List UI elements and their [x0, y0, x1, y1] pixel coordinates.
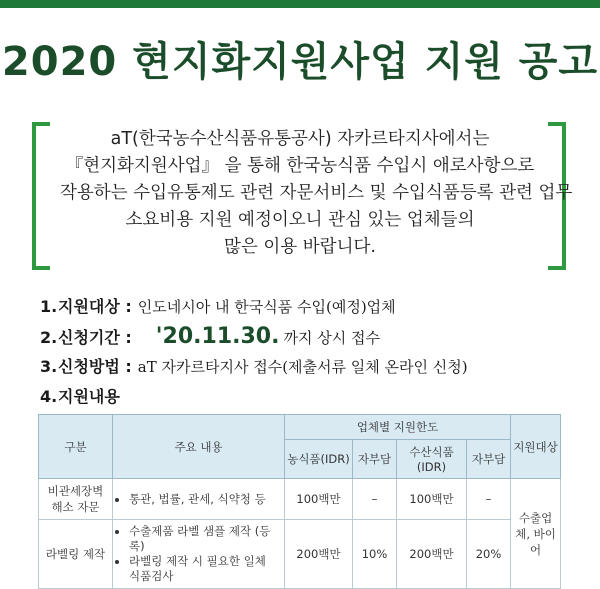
cell-agri: 100백만 [285, 479, 353, 520]
info-item-target [40, 294, 580, 324]
cell-agri: 200백만 [285, 520, 353, 589]
intro-line: 『현지화지원사업』 을 통해 한국농식품 수입시 애로사항으로 [65, 156, 535, 176]
cell-content [113, 479, 285, 520]
intro-line: 작용하는 수입유통제도 관련 자문서비스 및 수입식품등록 관련 업무 [60, 183, 573, 203]
header-limit-group: 업체별 지원한도 [285, 415, 511, 440]
content-bullet: • 라벨링 제작 시 필요한 일체 식품검사 [129, 554, 280, 584]
cell-content [113, 520, 285, 589]
item-number: 2. [40, 328, 58, 347]
intro-line: aT(한국농수산식품유통공사) 자카르타지사에서는 [110, 129, 490, 149]
header-target: 지원대상 [511, 415, 561, 479]
cell-agri-self: 10% [353, 520, 397, 589]
support-table [38, 414, 561, 589]
item-value: 인도네시아 내 한국식품 수입(예정)업체 [137, 298, 396, 316]
cell-fish-self: – [467, 479, 511, 520]
cell-fish: 200백만 [397, 520, 467, 589]
header-agri: 농식품(IDR) [285, 440, 353, 479]
item-label: 지원대상 : [58, 297, 132, 316]
item-value: aT 자카르타지사 접수(제출서류 일체 온라인 신청) [137, 358, 468, 376]
item-label: 신청기간 : [58, 328, 132, 347]
cell-target: 수출업체, 바이어 [511, 479, 561, 589]
header-agri-self: 자부담 [353, 440, 397, 479]
cell-fish-self: 20% [467, 520, 511, 589]
page-title: 2020 현지화지원사업 지원 공고 [1, 39, 599, 85]
header-category: 구분 [39, 415, 113, 479]
item-label: 지원내용 [58, 387, 120, 406]
table-row [39, 479, 561, 520]
cell-category: 라벨링 제작 [39, 520, 113, 589]
info-item-period [40, 324, 580, 354]
intro-line: 많은 이용 바랍니다. [224, 237, 376, 257]
header-fish: 수산식품(IDR) [397, 440, 467, 479]
header-fish-self: 자부담 [467, 440, 511, 479]
table-row [39, 520, 561, 589]
item-value: 까지 상시 접수 [283, 329, 380, 347]
content-bullet: • 수출제품 라벨 샘플 제작 (등록) [129, 524, 280, 554]
header-content: 주요 내용 [113, 415, 285, 479]
item-number: 4. [40, 387, 58, 406]
cell-agri-self: – [353, 479, 397, 520]
info-list [40, 294, 580, 414]
content-bullet: • 통관, 법률, 관세, 식약청 등 [129, 492, 280, 507]
info-item-method [40, 354, 580, 384]
item-number: 1. [40, 297, 58, 316]
deadline-date: '20.11.30. [155, 324, 280, 349]
item-number: 3. [40, 357, 58, 376]
info-item-content [40, 384, 580, 414]
cell-category: 비관세장벽 해소 자문 [39, 479, 113, 520]
left-bracket-decoration [32, 122, 50, 270]
intro-paragraph [60, 126, 573, 261]
cell-fish: 100백만 [397, 479, 467, 520]
top-band [0, 0, 600, 8]
item-label: 신청방법 : [58, 357, 132, 376]
intro-line: 소요비용 지원 예정이오니 관심 있는 업체들의 [125, 210, 475, 230]
